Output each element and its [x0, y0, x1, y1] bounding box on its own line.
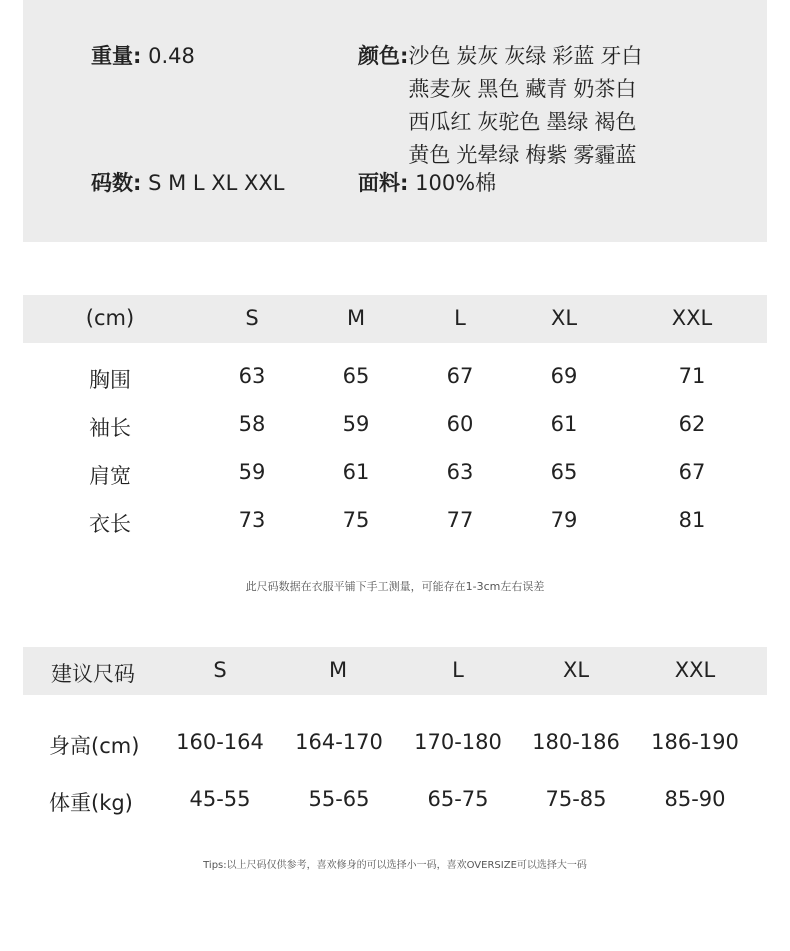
row-label: 胸围	[89, 368, 131, 392]
table-cell: 79	[550, 508, 578, 532]
table-row	[23, 401, 767, 449]
table-cell: 63	[446, 460, 474, 484]
header-size-s: S	[213, 658, 227, 682]
row-label: 身高(cm)	[49, 734, 140, 758]
table-cell: 180-186	[532, 730, 620, 754]
fabric-label: 面料:	[358, 171, 409, 195]
table-row	[23, 449, 767, 497]
size-tip: Tips:以上尺码仅供参考，喜欢修身的可以选择小一码，喜欢OVERSIZE可以选择大一码	[203, 860, 587, 871]
table-cell: 75-85	[545, 787, 607, 811]
table-row	[23, 353, 767, 401]
header-size-l: L	[452, 658, 464, 682]
color-option: 燕麦灰	[408, 77, 472, 101]
color-option: 彩蓝	[552, 44, 595, 68]
row-label: 衣长	[89, 512, 131, 536]
table-row	[23, 777, 767, 825]
table-cell: 45-55	[189, 787, 251, 811]
color-option: 褐色	[594, 110, 637, 134]
table-cell: 85-90	[664, 787, 726, 811]
color-line	[408, 106, 642, 139]
header-size-xxl: XXL	[671, 306, 713, 330]
row-label: 肩宽	[89, 464, 131, 488]
table-cell: 164-170	[295, 730, 383, 754]
table-cell: 62	[678, 412, 706, 436]
table-cell: 65	[550, 460, 578, 484]
header-unit: (cm)	[85, 306, 135, 330]
table-cell: 59	[238, 460, 266, 484]
color-option: 黑色	[477, 77, 520, 101]
color-option: 沙色	[408, 44, 451, 68]
header-size-xl: XL	[550, 306, 578, 330]
table-cell: 61	[550, 412, 578, 436]
color-line	[408, 73, 642, 106]
product-info-panel	[23, 0, 767, 242]
measurement-table-header	[23, 295, 767, 343]
table-cell: 170-180	[414, 730, 502, 754]
measurement-note: 此尺码数据在衣服平铺下手工测量，可能存在1-3cm左右误差	[245, 580, 545, 593]
table-cell: 58	[238, 412, 266, 436]
table-cell: 65-75	[427, 787, 489, 811]
table-cell: 73	[238, 508, 266, 532]
color-option: 墨绿	[546, 110, 589, 134]
table-cell: 77	[446, 508, 474, 532]
sizes-info	[91, 167, 285, 200]
header-size-xl: XL	[562, 658, 590, 682]
sizes-value: S M L XL XXL	[148, 171, 285, 195]
fabric-info	[358, 167, 496, 200]
color-option: 灰绿	[504, 44, 547, 68]
color-option: 黄色	[408, 143, 451, 167]
weight-label: 重量:	[91, 44, 142, 68]
table-cell: 65	[342, 364, 370, 388]
table-cell: 160-164	[176, 730, 264, 754]
row-label: 体重(kg)	[49, 791, 133, 815]
header-size-s: S	[245, 306, 259, 330]
table-cell: 75	[342, 508, 370, 532]
header-recommend-size: 建议尺码	[51, 662, 135, 686]
weight-value: 0.48	[148, 44, 195, 68]
row-label: 袖长	[89, 416, 131, 440]
color-option: 西瓜红	[408, 110, 472, 134]
weight-info	[91, 40, 195, 73]
table-cell: 61	[342, 460, 370, 484]
color-option: 奶茶白	[573, 77, 637, 101]
sizes-label: 码数:	[91, 171, 142, 195]
color-option: 雾霾蓝	[573, 143, 637, 167]
color-option: 光晕绿	[456, 143, 520, 167]
color-line	[408, 40, 642, 73]
table-cell: 69	[550, 364, 578, 388]
color-option: 炭灰	[456, 44, 499, 68]
table-cell: 71	[678, 364, 706, 388]
color-option: 牙白	[600, 44, 643, 68]
table-cell: 60	[446, 412, 474, 436]
color-option: 灰驼色	[477, 110, 541, 134]
table-cell: 67	[678, 460, 706, 484]
table-cell: 67	[446, 364, 474, 388]
colors-label: 颜色:	[358, 44, 409, 68]
color-option: 梅紫	[525, 143, 568, 167]
table-cell: 55-65	[308, 787, 370, 811]
color-list	[408, 40, 642, 172]
table-cell: 63	[238, 364, 266, 388]
fabric-value: 100%棉	[415, 171, 497, 195]
table-cell: 186-190	[651, 730, 739, 754]
header-size-m: M	[328, 658, 348, 682]
table-row	[23, 497, 767, 545]
colors-info	[358, 40, 642, 172]
recommendation-table-header	[23, 647, 767, 695]
header-size-m: M	[346, 306, 366, 330]
header-size-l: L	[454, 306, 466, 330]
table-cell: 81	[678, 508, 706, 532]
table-cell: 59	[342, 412, 370, 436]
color-option: 藏青	[525, 77, 568, 101]
table-row	[23, 720, 767, 768]
header-size-xxl: XXL	[674, 658, 716, 682]
